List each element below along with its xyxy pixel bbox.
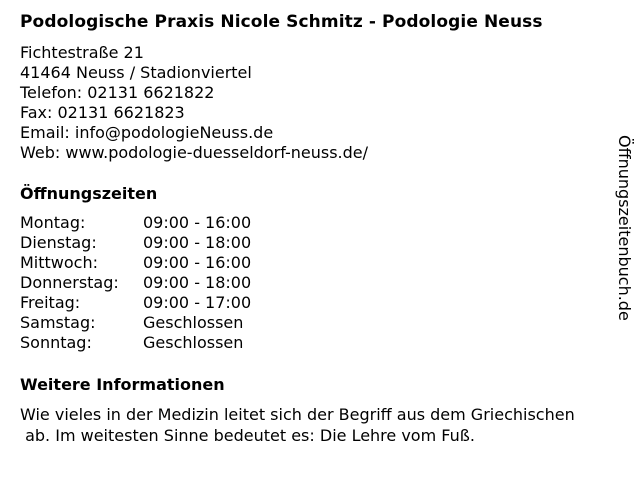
hours-time: 09:00 - 18:00 — [143, 233, 252, 252]
hours-day: Montag: — [20, 213, 86, 232]
info-line: ab. Im weitesten Sinne bedeutet es: Die Lehre vom Fuß. — [20, 426, 475, 445]
website-url: Web: www.podologie-duesseldorf-neuss.de/ — [20, 143, 369, 162]
hours-day: Freitag: — [20, 293, 81, 312]
address-street: Fichtestraße 21 — [20, 43, 144, 62]
fax-number: Fax: 02131 6621823 — [20, 103, 185, 122]
hours-time: 09:00 - 16:00 — [143, 253, 252, 272]
email-address: Email: info@podologieNeuss.de — [20, 123, 274, 142]
info-line: Wie vieles in der Medizin leitet sich der Begriff aus dem Griechischen — [20, 405, 575, 424]
address-city: 41464 Neuss / Stadionviertel — [20, 63, 252, 82]
hours-day: Donnerstag: — [20, 273, 119, 292]
page-title: Podologische Praxis Nicole Schmitz - Podologie Neuss — [20, 12, 543, 32]
contact-block — [20, 43, 368, 163]
hours-time: 09:00 - 17:00 — [143, 293, 252, 312]
hours-time: 09:00 - 16:00 — [143, 213, 252, 232]
hours-day: Samstag: — [20, 313, 96, 332]
hours-day: Mittwoch: — [20, 253, 98, 272]
hours-time: 09:00 - 18:00 — [143, 273, 252, 292]
hours-day: Sonntag: — [20, 333, 92, 352]
brand-watermark: Öffnungszeitenbuch.de — [615, 135, 634, 321]
hours-day: Dienstag: — [20, 233, 97, 252]
hours-time: Geschlossen — [143, 333, 244, 352]
phone-number: Telefon: 02131 6621822 — [20, 83, 215, 102]
hours-time: Geschlossen — [143, 313, 244, 332]
opening-hours-heading: Öffnungszeiten — [20, 184, 158, 203]
more-info-heading: Weitere Informationen — [20, 375, 225, 394]
more-info-text — [20, 404, 620, 446]
